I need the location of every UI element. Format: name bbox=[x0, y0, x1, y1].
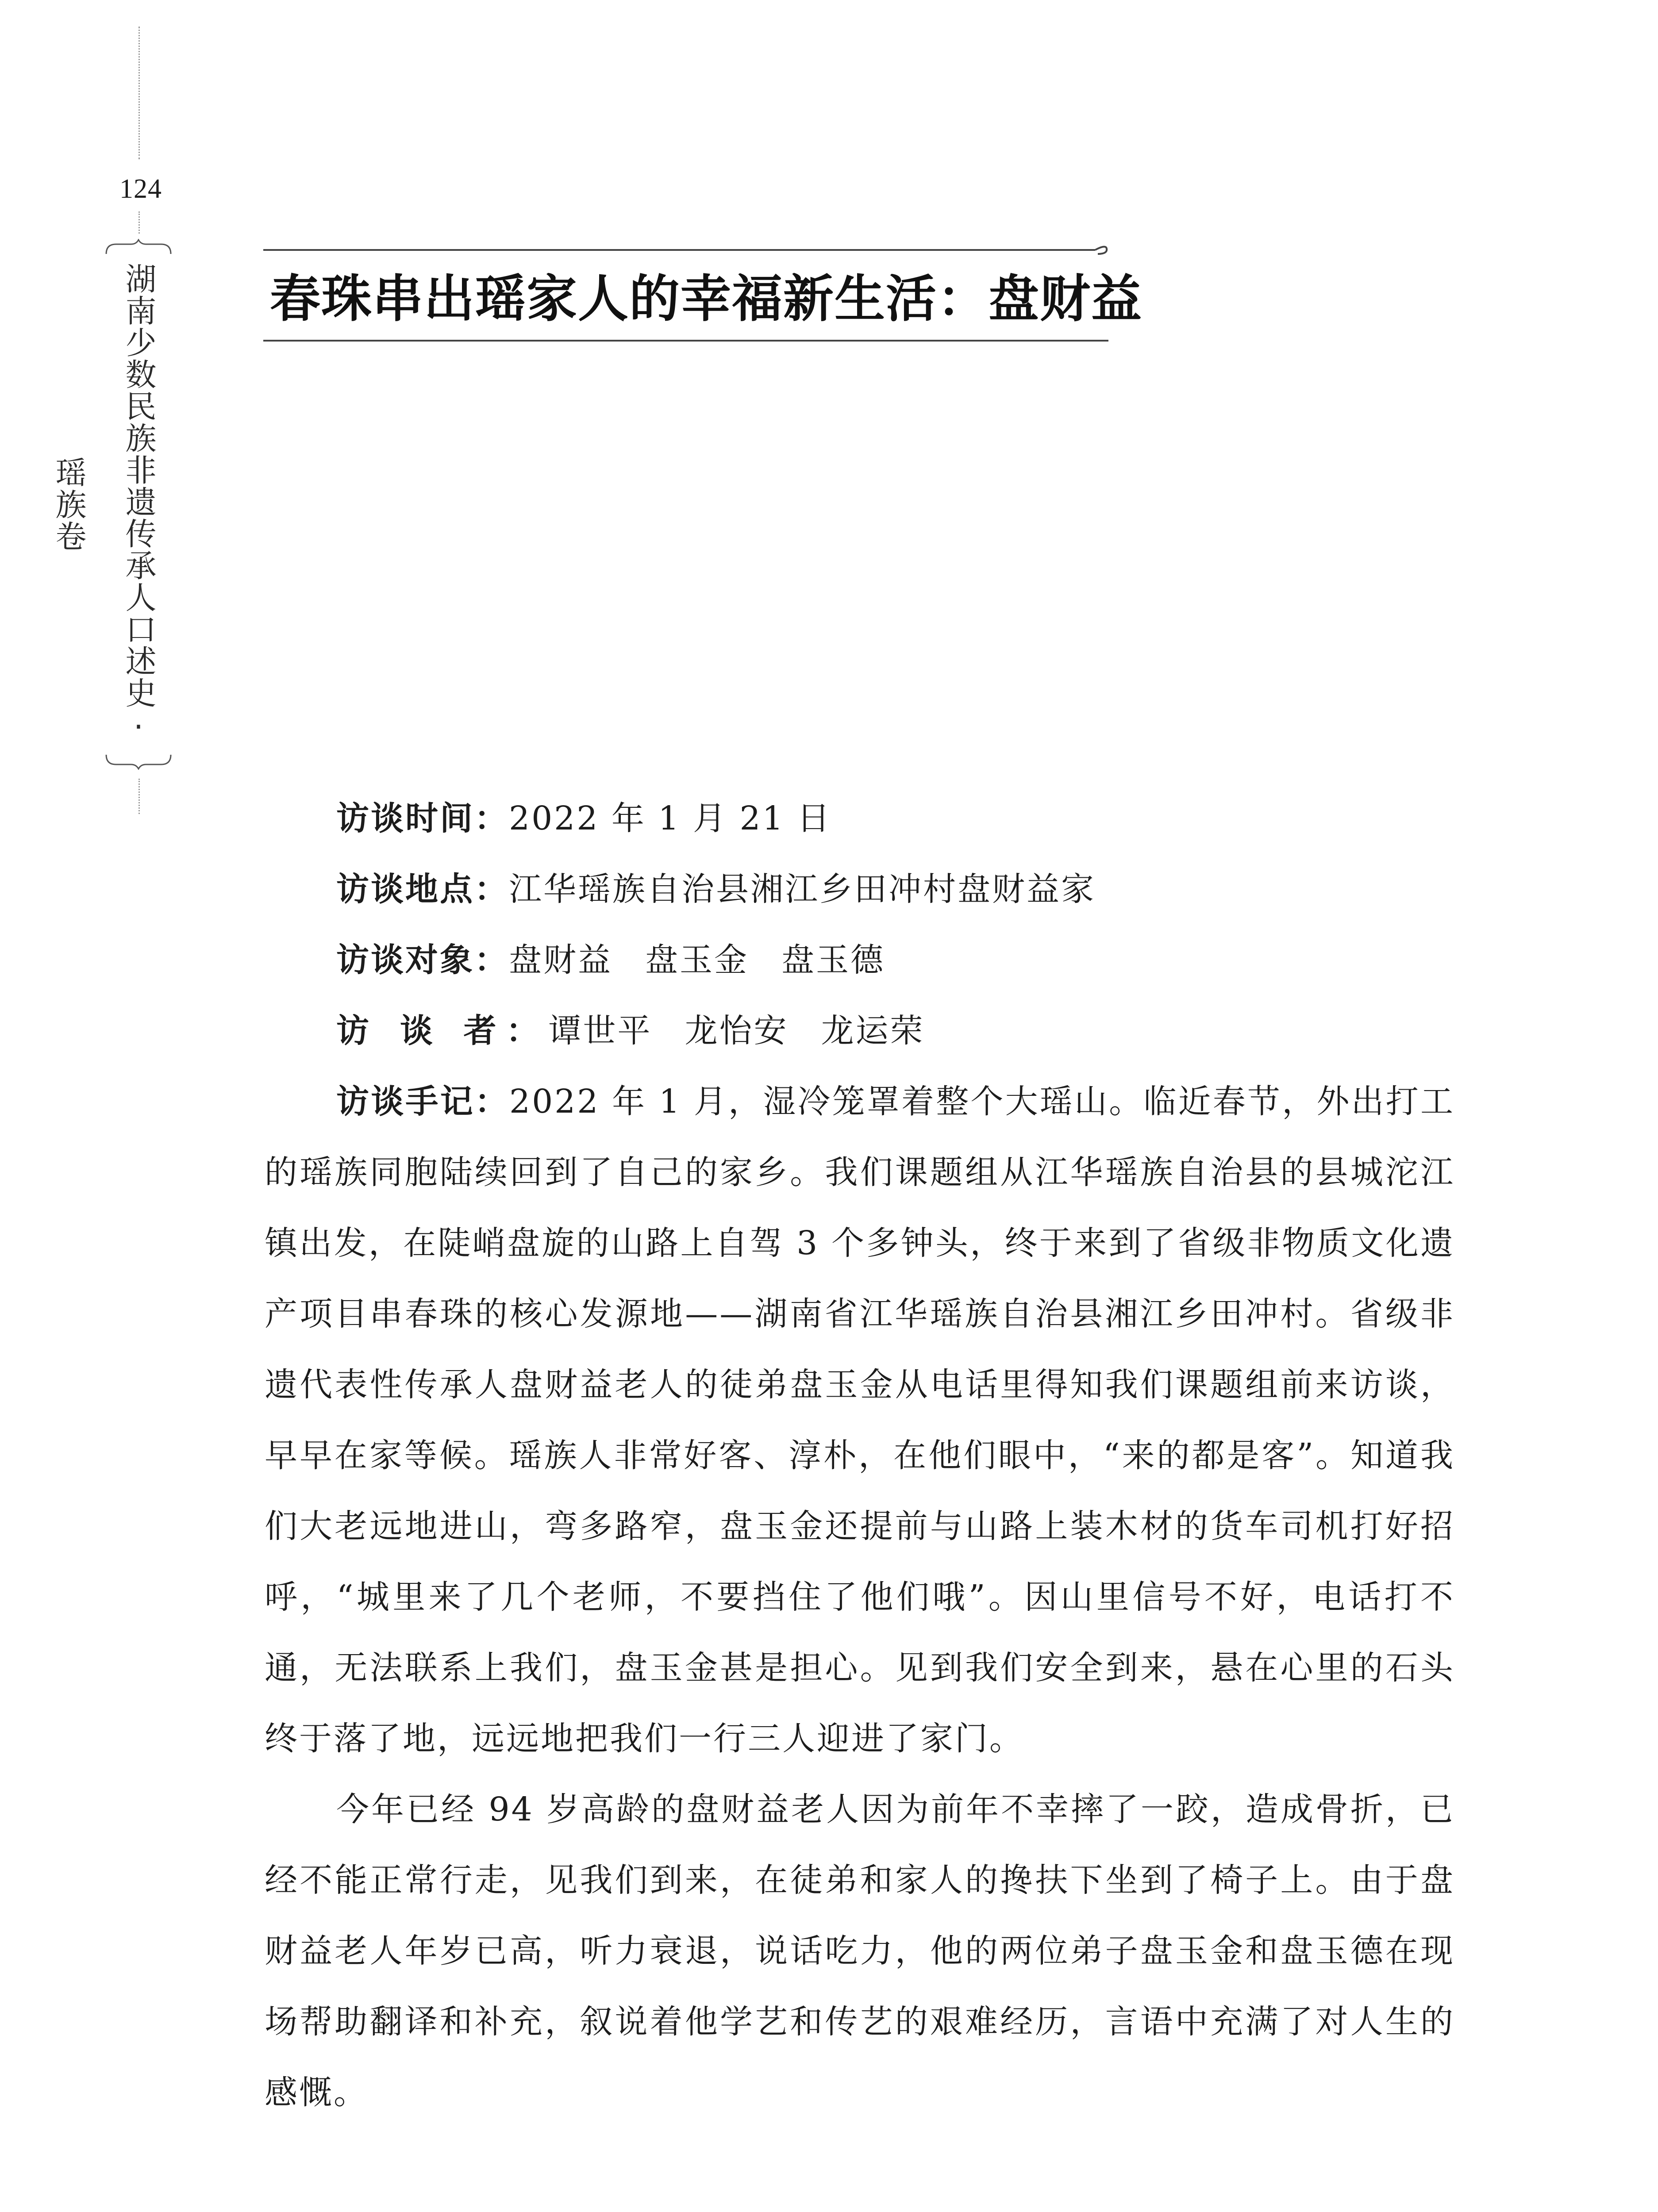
margin-dotted-line bbox=[138, 211, 140, 234]
bracket-ornament-bottom bbox=[104, 754, 173, 770]
interview-place: 访谈地点：江华瑶族自治县湘江乡田冲村盘财益家 bbox=[336, 870, 1096, 908]
title-rule-bottom bbox=[263, 340, 1108, 342]
body-paragraph: 今年已经 94 岁高龄的盘财益老人因为前年不幸摔了一跤，造成骨折，已经不能正常行走，见我们到来，在徒弟和家人的搀扶下坐到了椅子上。由于盘财益老人年岁已高，听力衰退，说话吃力，他的两位弟子盘玉金和盘玉德在现场帮助翻译和补充，叙说着他学艺和传艺的艰难经历，言语中充满了对人生的感慨。 bbox=[265, 1790, 1455, 2112]
interview-subjects: 访谈对象：盘财益 盘玉金 盘玉德 bbox=[336, 941, 885, 979]
bracket-ornament-top bbox=[104, 239, 173, 255]
running-header bbox=[50, 239, 173, 770]
margin-dotted-line bbox=[138, 27, 140, 159]
page-number: 124 bbox=[119, 174, 162, 204]
interviewers: 访 谈 者：谭世平 龙怡安 龙运荣 bbox=[336, 1012, 925, 1050]
interview-notes-paragraph: 访谈手记：2022 年 1 月，湿冷笼罩着整个大瑶山。临近春节，外出打工的瑶族同胞陆续回到了自己的家乡。我们课题组从江华瑶族自治县的县城沱江镇出发，在陡峭盘旋的山路上自驾 3 个多钟头，终于来到了省级非物质文化遗产项目串春珠的核心发源地——湖南省江华瑶族自治县湘江乡田冲村。省级非遗代表性传承人盘财益老人的徒弟盘玉金从电话里得知我们课题组前来访谈，早早在家等候。瑶族人非常好客、淳朴，在他们眼中，“来的都是客”。知道我们大老远地进山，弯多路窄，盘玉金还提前与山路上装木材的货车司机打好招呼，“城里来了几个老师，不要挡住了他们哦”。因山里信号不好，电话打不通，无法联系上我们，盘玉金甚是担心。见到我们安全到来，悬在心里的石头终于落了地，远远地把我们一行三人迎进了家门。 bbox=[265, 1083, 1455, 1758]
title-rule-top bbox=[263, 242, 1108, 257]
article-body bbox=[265, 783, 1455, 2128]
chapter-title: 春珠串出瑶家人的幸福新生活：盘财益 bbox=[270, 269, 1143, 328]
margin-dotted-line bbox=[138, 779, 140, 814]
book-series-title: 湖南少数民族非遗传承人口述史·瑶族卷 bbox=[50, 263, 157, 746]
interview-time: 访谈时间：2022 年 1 月 21 日 bbox=[336, 799, 832, 837]
